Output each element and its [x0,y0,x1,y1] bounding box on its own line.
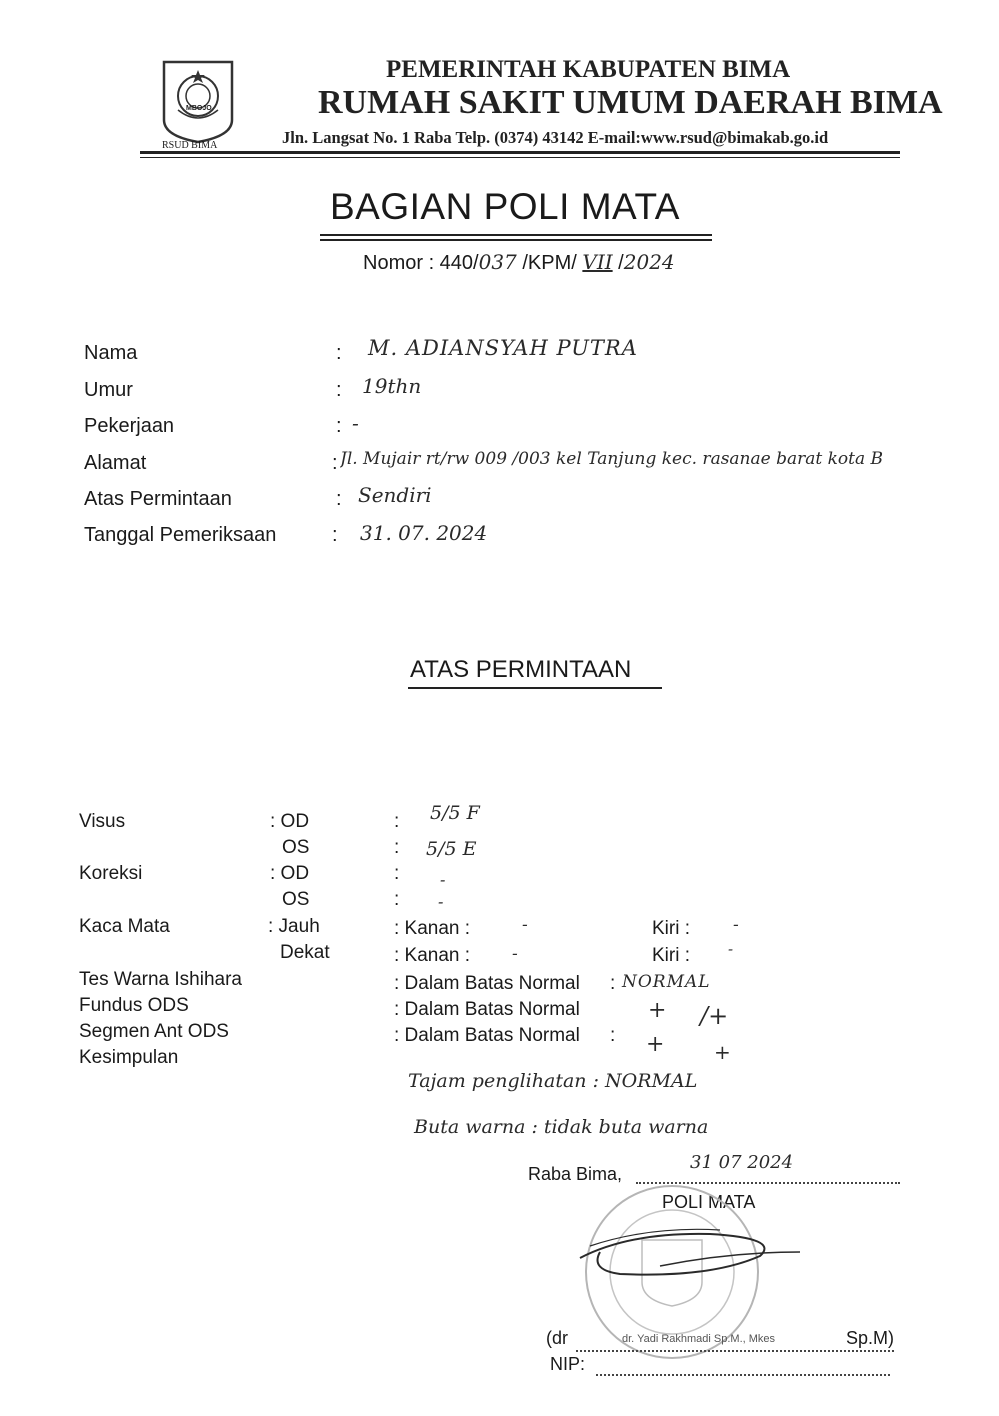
nomor-label: Nomor : 440/ [363,252,479,274]
sign-date: 31 07 2024 [690,1152,794,1173]
hospital-name: RUMAH SAKIT UMUM DAERAH BIMA [318,84,943,121]
sign-place: Raba Bima, [528,1164,623,1184]
name-colon: : [336,342,342,364]
exam-date-value: 31. 07. 2024 [360,521,488,545]
request-label: Atas Permintaan [84,488,232,510]
hospital-address: Jln. Langsat No. 1 Raba Telp. (0374) 43142 E-mail:www.rsud@bimakab.go.id [282,128,829,147]
fundus-od-value: + [648,998,667,1023]
exam-date-label: Tanggal Pemeriksaan [84,524,277,546]
fundus-os-value: /+ [700,1002,729,1030]
koreksi-od-label: : OD [270,863,310,884]
logo-motto: MBOJO [186,105,212,112]
segmen-os-value: + [714,1040,731,1064]
visus-label: Visus [79,811,126,832]
fundus-dbn: : Dalam Batas Normal [394,999,580,1020]
koreksi-od-value: - [440,870,446,889]
age-label: Umur [84,379,133,401]
visus-os-colon: : [394,837,400,858]
header-rule-thin [140,157,900,158]
visus-os-label: OS [282,837,310,858]
hospital-logo [160,60,236,152]
segmen-dbn: : Dalam Batas Normal [394,1025,580,1046]
job-colon: : [336,415,342,437]
kacamata-jauh-label: : Jauh [268,916,320,937]
nip-dots [596,1374,890,1376]
nomor-sep: / [612,252,624,274]
ishihara-value: NORMAL [622,972,711,992]
doctor-prefix: (dr [546,1328,568,1348]
conclusion-line-2: Buta warna : tidak buta warna [414,1116,709,1138]
nomor-line [363,250,675,275]
title-rule-2 [320,239,712,241]
address-label: Alamat [84,452,147,474]
visus-od-value: 5/5 F [430,802,480,824]
title-rule-1 [320,234,712,236]
dekat-kiri-value: - [728,940,734,958]
jauh-kiri-label: Kiri : [652,918,690,939]
fundus-label: Fundus ODS [79,995,189,1016]
visus-od-colon: : [394,811,400,832]
nomor-seq: 037 [478,250,517,274]
koreksi-os-label: OS [282,889,310,910]
dekat-kiri-label: Kiri : [652,945,690,966]
kacamata-dekat-label: Dekat [280,942,330,963]
gov-name: PEMERINTAH KABUPATEN BIMA [386,56,791,83]
koreksi-label: Koreksi [79,863,143,884]
nomor-mid: /KPM/ [516,252,583,274]
doctor-suffix: Sp.M) [846,1328,895,1348]
job-value: - [352,411,359,435]
age-colon: : [336,379,342,401]
jauh-kanan-value: - [522,915,528,935]
doctor-name: dr. Yadi Rakhmadi Sp.M., Mkes [622,1333,776,1345]
visus-os-value: 5/5 E [426,838,477,860]
kesimpulan-label: Kesimpulan [79,1047,179,1068]
doctor-name-dots [576,1350,894,1352]
age-value: 19thn [362,374,422,398]
ishihara-dbn: : Dalam Batas Normal [394,973,580,994]
logo-caption: RSUD BIMA [162,140,218,151]
dept-title: BAGIAN POLI MATA [330,186,680,227]
section-title-underline [408,687,662,689]
segmen-od-value: + [646,1032,665,1057]
header-rule-thick [140,151,900,154]
sign-unit: POLI MATA [662,1192,756,1212]
address-colon: : [332,452,338,474]
dekat-kanan-value: - [512,944,518,964]
conclusion-line-1: Tajam penglihatan : NORMAL [408,1070,698,1092]
exam-date-colon: : [332,524,338,546]
koreksi-os-colon: : [394,889,400,910]
job-label: Pekerjaan [84,415,175,437]
jauh-kiri-value: - [733,915,739,935]
nip-label: NIP: [550,1354,586,1374]
koreksi-od-colon: : [394,863,400,884]
request-value: Sendiri [358,483,432,507]
visus-od-label: : OD [270,811,310,832]
segmen-label: Segmen Ant ODS [79,1021,229,1042]
jauh-kanan-label: : Kanan : [394,918,471,939]
ishihara-label: Tes Warna Ishihara [79,969,242,990]
address-value: Jl. Mujair rt/rw 009 /003 kel Tanjung kec. rasanae barat kota B [340,449,884,469]
name-value: M. ADIANSYAH PUTRA [368,336,638,360]
name-label: Nama [84,342,138,364]
nomor-year: 2024 [623,250,675,274]
segmen-colon: : [610,1025,616,1046]
request-colon: : [336,488,342,510]
nomor-month: VII [582,250,613,274]
kacamata-label: Kaca Mata [79,916,170,937]
ishihara-colon: : [610,973,616,994]
koreksi-os-value: - [438,892,444,911]
dekat-kanan-label: : Kanan : [394,945,471,966]
section-title: ATAS PERMINTAAN [410,656,632,683]
